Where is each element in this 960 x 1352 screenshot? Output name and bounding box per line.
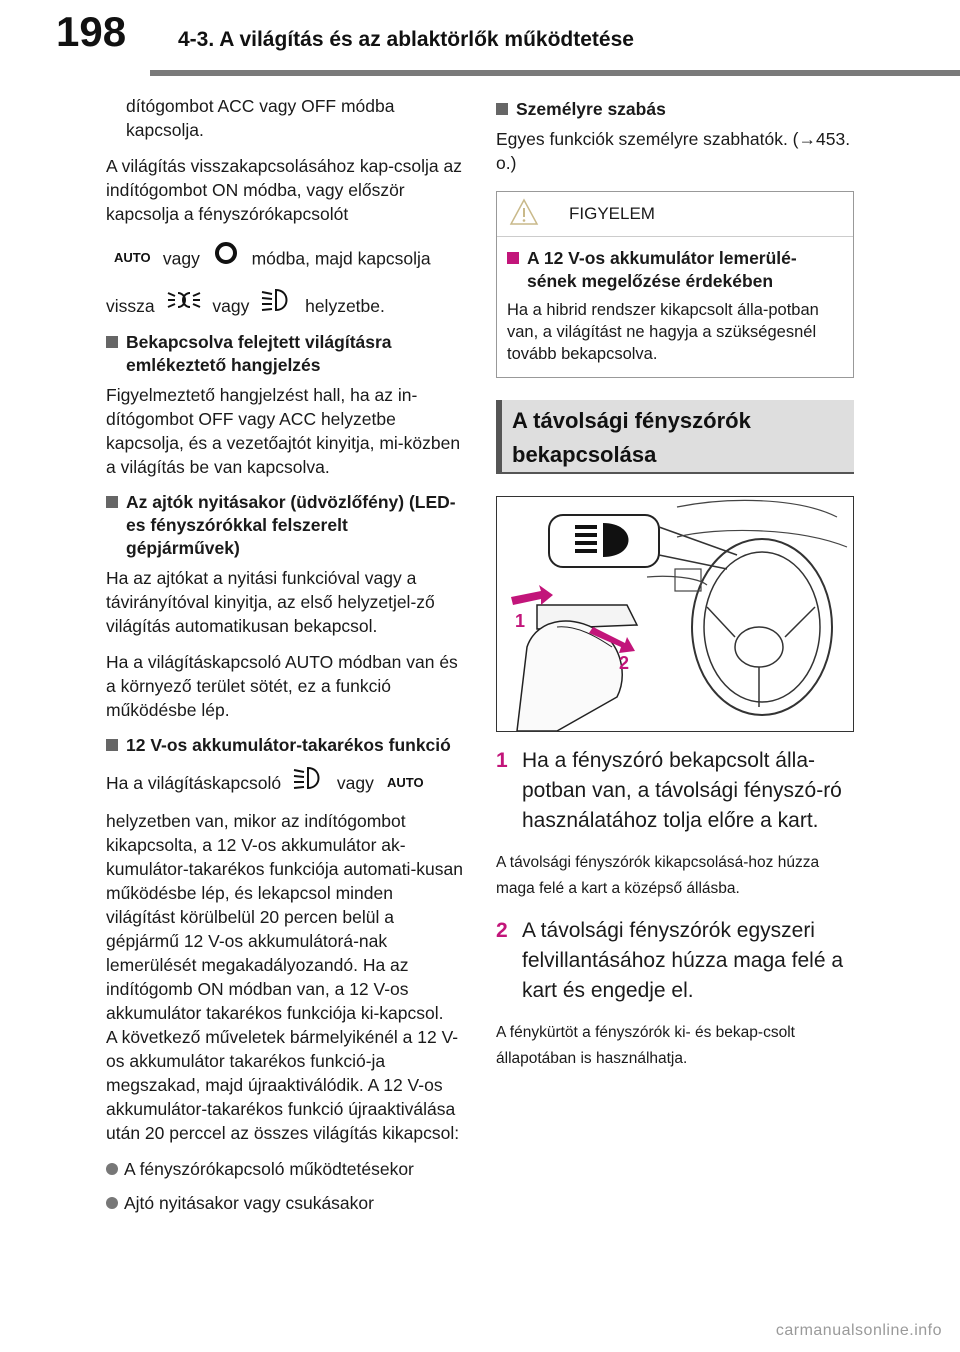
light-off-icon [211, 238, 241, 282]
watermark: carmanualsonline.info [775, 1322, 942, 1339]
switch-positions-line [106, 238, 464, 282]
auto-icon [385, 765, 425, 805]
paragraph: helyzetben van, mikor az indítógombot kikapcsolta, a 12 V-os akkumulátor ak-kumulátor-takarékos funkciója automati-kusan működésbe lép, és lekapcsol minden világítást körülbelül 20 percen belül a gépjármű 12 V-os akkumulátorá-nak lemerülését megakadályozandó. Ha az indítógomb ON módban van, a 12 V-os akkumulátor takarékos funkciója ki-kapcsol. [106, 810, 463, 1023]
warning-header [497, 192, 853, 237]
subheading: Az ajtók nyitásakor (üdvözlőfény) (LED-es fényszórókkal felszerelt gépjárművek) [106, 491, 464, 560]
or-text: vagy [212, 296, 250, 316]
left-column [106, 94, 464, 1225]
mode-text: módba, majd kapcsolja [251, 248, 431, 269]
paragraph: Egyes funkciók személyre szabhatók. (→453. o.) [496, 129, 851, 173]
step-1 [496, 746, 854, 836]
switch-back-line [106, 286, 464, 327]
arrow-push-forward [511, 585, 553, 605]
list-item: A fényszórókapcsoló működtetésekor [106, 1157, 464, 1181]
square-bullet-icon [106, 496, 118, 508]
square-bullet-icon [507, 252, 519, 264]
position-text: helyzetbe. [305, 296, 385, 316]
or-text: vagy [162, 248, 200, 269]
warning-box [496, 191, 854, 378]
chapter-title: 4-3. A világítás és az ablaktörlők működtetése [178, 28, 634, 51]
header-rule [150, 70, 960, 76]
auto-icon [112, 240, 152, 280]
warning-triangle-icon [509, 198, 539, 231]
square-bullet-icon [106, 739, 118, 751]
step-2 [496, 916, 854, 1006]
list-item: Ajtó nyitásakor vagy csukásakor [106, 1191, 464, 1215]
page-number: 198 [56, 8, 127, 55]
step-text: Ha a fényszóró bekapcsolt álla-potban van, a távolsági fényszó-ró használatához tolja előre a kart. [522, 749, 842, 832]
round-bullet-icon [106, 1163, 118, 1175]
paragraph: Figyelmeztető hangjelzést hall, ha az in-dítógombot OFF vagy ACC helyzetbe kapcsolja, és a vezetőajtót kinyitja, mi-közben a világítás be van kapcsolva. [106, 385, 461, 478]
page-header [0, 0, 960, 78]
headlight-icon [260, 287, 294, 327]
subheading: 12 V-os akkumulátor-takarékos funkció [106, 734, 464, 757]
warning-text: Ha a hibrid rendszer kikapcsolt álla-potban van, a világítást ne hagyja a szükségesnél tovább bekapcsolva. [507, 301, 819, 363]
paragraph: dítógombot ACC vagy OFF módba kapcsolja. [126, 96, 395, 140]
step-note: A távolsági fényszórók kikapcsolásá-hoz húzza maga felé a kart a középső állásba. [496, 854, 820, 897]
auto-icon-text: AUTO [386, 774, 424, 790]
tail-light-icon [166, 287, 202, 327]
square-bullet-icon [106, 336, 118, 348]
back-text: vissza [106, 296, 155, 316]
step-number: 1 [496, 749, 508, 772]
warning-body [497, 237, 853, 377]
headlight-lever-illustration [496, 496, 854, 732]
arrow-label-1: 1 [515, 611, 526, 631]
round-bullet-icon [106, 1197, 118, 1209]
section-title: A távolsági fényszórók bekapcsolása [496, 400, 854, 474]
step-note: A fénykürtöt a fényszórók ki- és bekap-csolt állapotában is használhatja. [496, 1024, 795, 1067]
paragraph: A világítás visszakapcsolásához kap-csolja az indítógombot ON módba, vagy először kapcsolja a fényszórókapcsolót [106, 156, 463, 224]
warning-subheading: A 12 V-os akkumulátor lemerülé-sének megelőzése érdekében [507, 247, 843, 293]
subheading: Személyre szabás [496, 98, 854, 121]
sentence-start: Ha a világításkapcsoló [106, 773, 282, 794]
step-text: A távolsági fényszórók egyszeri felvillantásához húzza maga felé a kart és engedje el. [522, 919, 844, 1002]
step-number: 2 [496, 919, 508, 942]
arrow-label-2: 2 [619, 653, 630, 673]
paragraph: A következő műveletek bármelyikénél a 12 V-os akkumulátor takarékos funkció-ja megszakad, majd újraaktiválódik. A 12 V-os akkumulátor-takarékos funkció újraaktiválása után 20 perccel az összes világítás kikapcsol: [106, 1026, 460, 1143]
square-bullet-icon [496, 103, 508, 115]
subheading: Bekapcsolva felejtett világításra emlékeztető hangjelzés [106, 331, 464, 377]
paragraph: Ha az ajtókat a nyitási funkcióval vagy a távirányítóval kinyitja, az első helyzetjel-ző világítás automatikusan bekapcsol. [106, 568, 435, 637]
switch-positions-line [106, 763, 464, 804]
headlight-icon [292, 765, 326, 805]
paragraph: Ha a világításkapcsoló AUTO módban van és a környező terület sötét, ez a funkció működésbe lép. [106, 652, 458, 721]
warning-title: FIGYELEM [569, 204, 655, 223]
or-text: vagy [336, 773, 374, 794]
auto-icon-text: AUTO [114, 250, 151, 265]
right-column [496, 94, 854, 1086]
